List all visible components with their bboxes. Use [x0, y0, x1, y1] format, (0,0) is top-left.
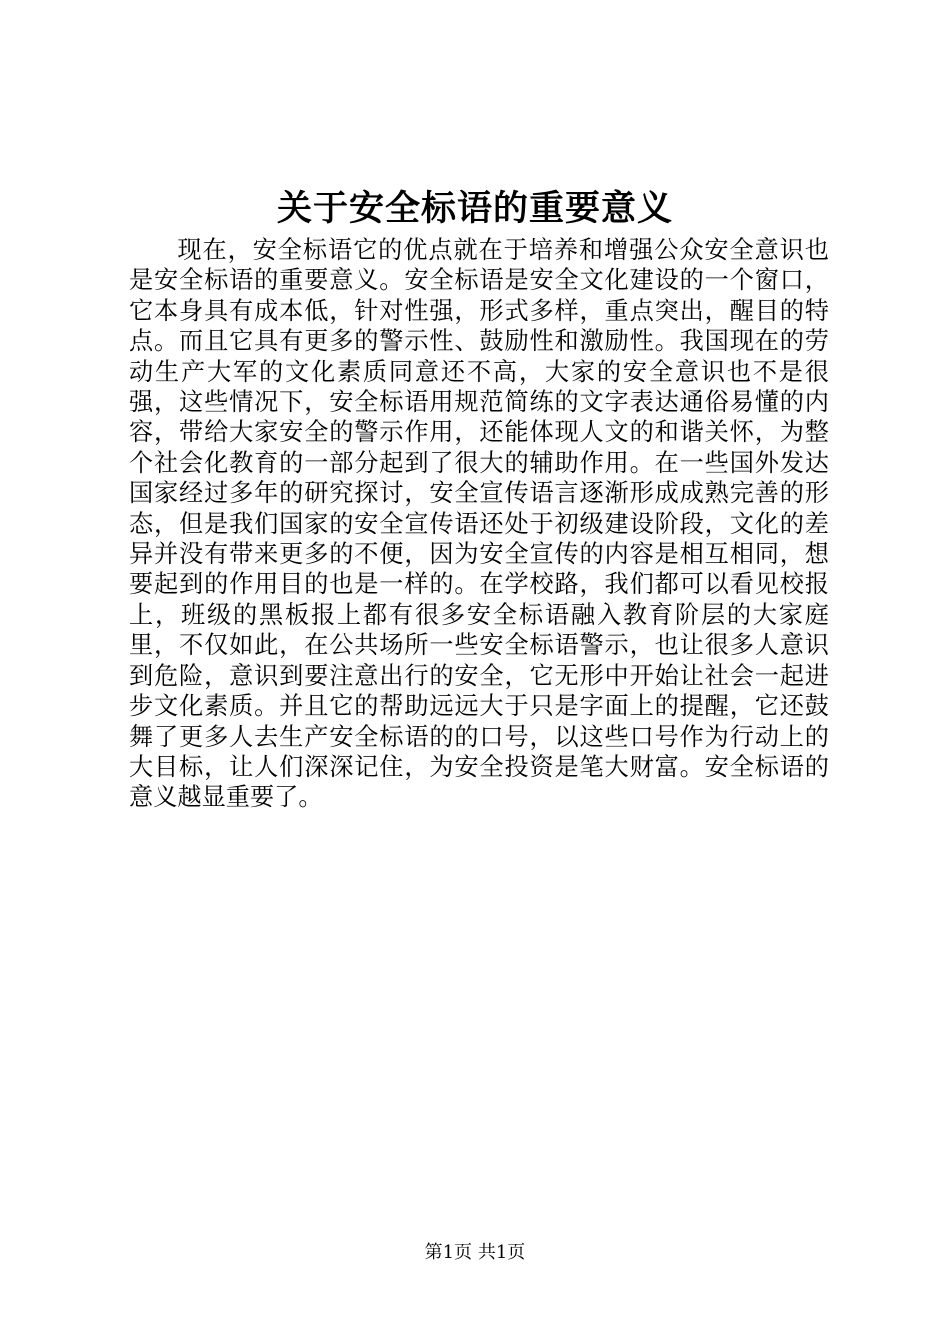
body-paragraph: 现在，安全标语它的优点就在于培养和增强公众安全意识也是安全标语的重要意义。安全标语是安全文化建设的一个窗口，它本身具有成本低，针对性强，形式多样，重点突出，醒目的特点。而且它具有更多的警示性、鼓励性和激励性。我国现在的劳动生产大军的文化素质同意还不高，大家的安全意识也不是很强，这些情况下，安全标语用规范简练的文字表达通俗易懂的内容，带给大家安全的警示作用，还能体现人文的和谐关怀，为整个社会化教育的一部分起到了很大的辅助作用。在一些国外发达国家经过多年的研究探讨，安全宣传语言逐渐形成成熟完善的形态，但是我们国家的安全宣传语还处于初级建设阶段，文化的差异并没有带来更多的不便，因为安全宣传的内容是相互相同，想要起到的作用目的也是一样的。在学校路，我们都可以看见校报上，班级的黑板报上都有很多安全标语融入教育阶层的大家庭里，不仅如此，在公共场所一些安全标语警示，也让很多人意识到危险，意识到要注意出行的安全，它无形中开始让社会一起进步文化素质。并且它的帮助远远大于只是字面上的提醒，它还鼓舞了更多人去生产安全标语的的口号，以这些口号作为行动上的大目标，让人们深深记住，为安全投资是笔大财富。安全标语的意义越显重要了。 [129, 236, 829, 812]
page-title: 关于安全标语的重要意义 [276, 188, 673, 229]
page-footer: 第1页 共1页 [424, 1242, 526, 1263]
